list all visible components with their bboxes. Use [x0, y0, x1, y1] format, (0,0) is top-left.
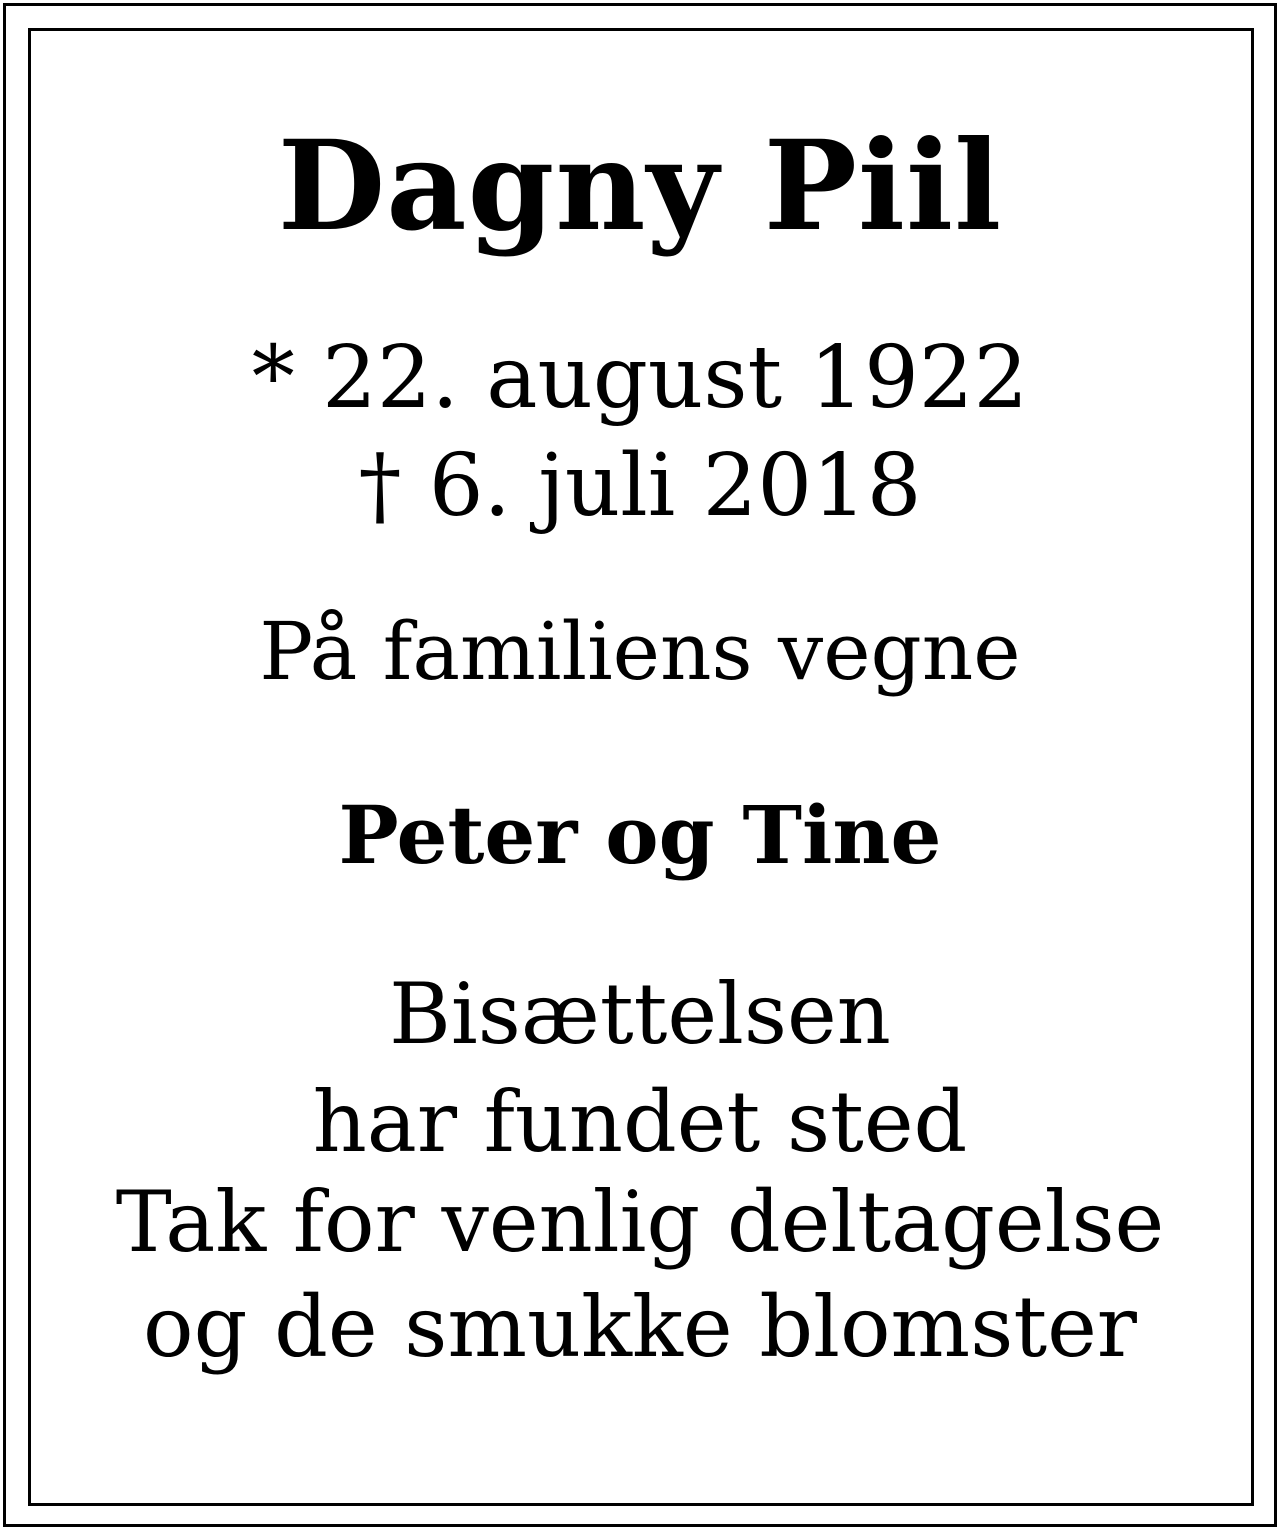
death-date: † 6. juli 2018: [358, 436, 922, 536]
birth-date: * 22. august 1922: [251, 328, 1029, 428]
message-line: har fundet sted: [312, 1073, 968, 1171]
family-line: På familiens vegne: [259, 605, 1021, 698]
message-line: og de smukke blomster: [143, 1278, 1137, 1376]
message-line: Tak for venlig deltagelse: [115, 1173, 1165, 1271]
signers: Peter og Tine: [338, 788, 942, 882]
message-line: Bisættelsen: [389, 965, 891, 1063]
deceased-name: Dagny Piil: [277, 114, 1003, 259]
